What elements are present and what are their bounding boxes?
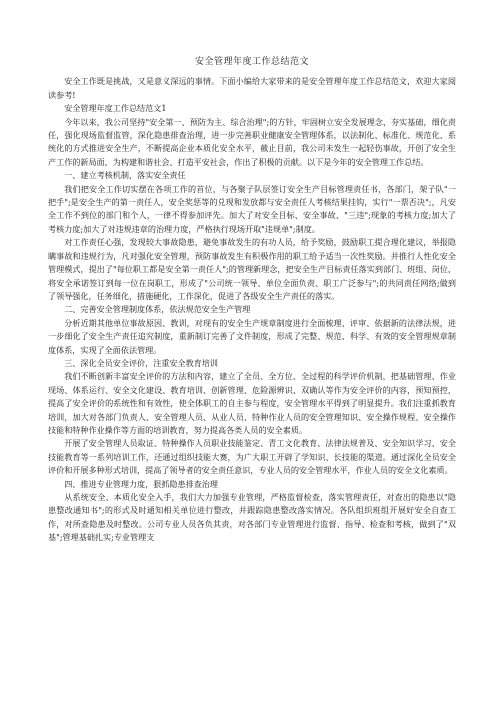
section-heading-2: 二、完善安全管理制度体系，依法规范安全生产管理 xyxy=(64,304,251,315)
section-title: 安全管理年度工作总结范文1 xyxy=(64,103,167,114)
paragraph: 今年以来，我公司坚持"安全第一、预防为主、综合治理";的方针，牢固树立安全发展理念，夯实基础，细化责任，强化现场监督监管，深化隐患排查治理，进一步完善职业健康安全管理体系，以法制化、标准化、规范化、系统化的方式推进安全生产，不断提高企业本质化安全水平，截止目前，我公司未发生一起轻伤事故，开创了安全生产工作的新局面，为构建和谐社会、打造平安社会，作出了积极的贡献。以下是今年的安全管理工作总结。 xyxy=(48,116,456,167)
paragraph: 开展了安全管理人员取证、特种操作人员职业技能鉴定、青工文化教育、法律法规普及、安全知识学习、安全技能教育等一系列培训工作，还通过组织技能大赛，为广大职工开辟了学知识、长技能的渠道。通过深化全员安全评价和开展多种形式培训，提高了领导者的安全责任意识，专业人员的安全管理水平，作业人员的安全文化素质。 xyxy=(48,438,456,476)
paragraph: 我们不断创新丰富安全评价的方法和内容，建立了全员、全方位、全过程的科学评价机制，把基础管理、作业现场、体系运行、安全文化建设、教育培训、创新管理、危险源辨识、双确认等作为安全评价的内容，预知预控，提高了安全评价的系统性和有效性，使全体职工的自主参与程度，安全管理水平得到了明显提升。我们注重抓教育培训，加大对各部门负责人、安全管理人员、从业人员、特种作业人员的安全管理知识、安全操作规程、安全操作技能和特种作业操作等方面的培训教育，努力提高各类人员的安全素质。 xyxy=(48,371,456,435)
section-heading-4: 四、推进专业管理力度，狠抓隐患排查治理 xyxy=(64,478,218,489)
paragraph: 分析近期其他单位事故原因、教训，对现有的安全生产规章制度进行全面梳理、评审、依据新的法律法规，进一步细化了安全生产责任追究制度，重新制订完善了文件制度，形成了完整、规范、科学、有效的安全管理规章制度体系，实现了全面依法管理。 xyxy=(48,317,456,355)
paragraph: 从系统安全、本质化安全入手，我们大力加强专业管理，严格监督检查，落实管理责任，对查出的隐患以"隐患整改通知书";的形式及时通知相关单位进行整改，并跟踪隐患整改落实情况。各队组织班组开展好安全自查工作，对所查隐患及时整改。公司专业人员各负其责，对各部门专业管理进行监督、指导、检查和考核，做到了"双基";管理基础扎实;专业管理支 xyxy=(48,492,456,543)
document-title: 安全管理年度工作总结范文 xyxy=(194,57,309,67)
paragraph: 对工作责任心强，发现较大事故隐患，避免事故发生的有功人员，给予奖励，鼓励职工提合理化建议，举报隐瞒事故和违规行为，凡对强化安全管理，预防事故发生有积极作用的职工给予适当一次性奖励。并推行人性化安全管理模式，提出了"每位职工都是安全第一责任人";的管理新理念，把安全生产目标责任落实到部门、班组、岗位，将安全承诺签订到每一位在岗职工，形成了"公司统一领导、单位全面负责、职工广泛参与";的共同责任网络;做到了领导强化，任务细化，措施硬化，工作深化，促进了各级安全生产责任的落实。 xyxy=(48,237,456,301)
paragraph: 我们把安全工作切实摆在各项工作的首位，与各聚子队层签订安全生产目标管理责任书，各部门，架子队"一把手";是安全生产的第一责任人，安全奖惩等的兑现和发放都与安全责任人考核结果挂钩，实行"一票否决";，凡安全工作不到位的部门和个人，一律不得参加评先。加大了对安全目标、安全事故、"三违";现象的考核力度;加大了考核力度;加大了对违规违章的治理力度，严格执行现场开取"违规单";制度。 xyxy=(48,183,456,234)
paragraph-intro: 安全工作既是挑战，又是意义深远的事情。下面小编给大家带来的是安全管理年度工作总结范文，欢迎大家阅读参考! xyxy=(48,76,456,100)
section-heading-3: 三、深化全员安全评价，注重安全教育培训 xyxy=(64,357,218,368)
section-heading-1: 一、建立考核机制，落实安全责任 xyxy=(64,170,186,181)
